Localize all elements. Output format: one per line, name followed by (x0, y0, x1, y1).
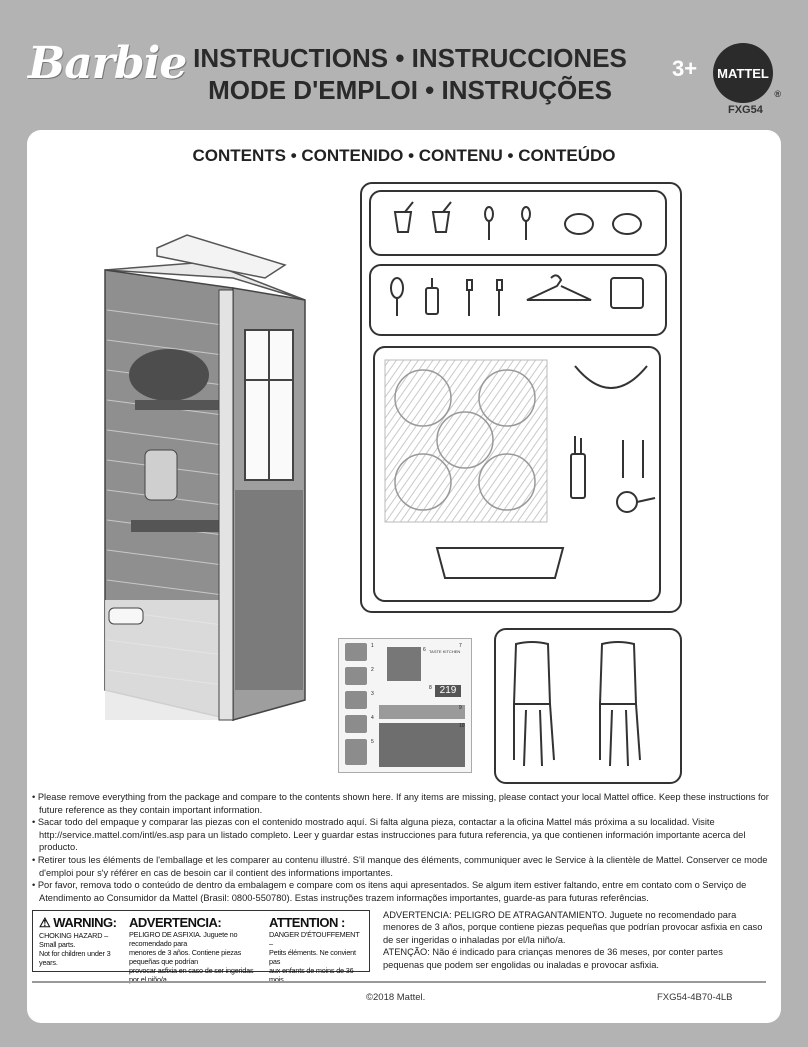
instructions-text (31, 791, 771, 904)
warning-box (32, 910, 370, 984)
sticker-number: 1 (371, 643, 374, 649)
warning-text-en-2: Not for children under 3 years. (39, 949, 111, 967)
chair-icon (514, 642, 554, 766)
warning-heading-en: ⚠ WARNING: (39, 915, 117, 930)
cocktail-glass-icon (395, 202, 413, 232)
brush-icon (391, 278, 403, 316)
sticker-number: 3 (371, 691, 374, 697)
sticker-plants (379, 723, 465, 767)
sticker-number: 8 (429, 685, 432, 691)
cocktail-glass-icon (433, 202, 451, 232)
lotion-bottle-icon (426, 278, 438, 314)
warning-text-fr-3: aux enfants de moins de 36 mois. (269, 966, 354, 984)
wall-shelf-top (135, 400, 221, 410)
footer-divider (32, 981, 766, 983)
sticker-number: 5 (371, 739, 374, 745)
instruction-pt: • Por favor, remova todo o conteúdo de dentro da embalagem e compare com os itens aqui apresentados. Se algum item estiver faltando, entre em contato com o Serviço de Atendimento ao Consumidor da Mattel (Brasil: 0800-550780). Estas instruções trazem informações importantes, guarde-as para futuras referências. (32, 880, 747, 903)
warning-text-es-3: provocar asfixia en caso de ser ingeridas por el niño/a. (129, 966, 254, 984)
house-hinge-strip (219, 290, 233, 720)
choking-warning-text (383, 909, 765, 971)
planter-tray-icon (437, 548, 563, 578)
sticker-number: 4 (371, 715, 374, 721)
mattel-logo-text: MATTEL (717, 65, 769, 81)
sticker-number: 10 (459, 723, 465, 729)
sticker-sheet (338, 638, 472, 773)
warning-text-en-1: CHOKING HAZARD – Small parts. (39, 931, 108, 949)
warning-text-fr-1: DANGER D'ÉTOUFFEMENT – (269, 930, 360, 948)
mattel-logo (713, 43, 781, 103)
warning-heading-es: ADVERTENCIA: (129, 915, 222, 930)
instruction-es: • Sacar todo del empaque y comparar las piezas con el contenido mostrado aquí. Si falta alguna pieza, contactar a la oficina Mattel más próxima a su localidad. Visite http://service.mattel.com/intl/es.asp para un listado completo. Leer y guardar estas instrucciones para futura referencia, ya que contienen información importante acerca del producto. (32, 817, 746, 853)
sticker-column (345, 643, 367, 765)
warning-text-es-1: PELIGRO DE ASFIXIA. Juguete no recomendado para (129, 930, 238, 948)
frying-pan-icon (617, 492, 655, 512)
chairs-box (494, 628, 682, 784)
spoon-icon (522, 207, 530, 240)
wall-shelf-bottom (131, 520, 225, 532)
barbie-logo: Barbie (28, 38, 187, 89)
hanger-icon (527, 275, 591, 300)
contents-title: CONTENTS • CONTENIDO • CONTENU • CONTEÚDO (192, 146, 616, 165)
chair-icon (600, 642, 640, 766)
key-icon (467, 280, 472, 316)
instruction-en: • Please remove everything from the package and compare to the contents shown here. If any items are missing, please contact your local Mattel office. Keep these instructions for future reference as they contain important information. (32, 792, 769, 815)
spoon-icon (485, 207, 493, 240)
wall-sign (109, 608, 143, 624)
key-icon (497, 280, 502, 316)
plate-icon (613, 214, 641, 234)
contents-panel (27, 130, 781, 1023)
sticker-number: 9 (459, 705, 462, 711)
plant-basket (129, 349, 209, 401)
title-line-1: INSTRUCTIONS • INSTRUCCIONES (193, 43, 627, 73)
warning-heading-fr: ATTENTION : (269, 915, 345, 930)
tools-box (369, 264, 667, 336)
plate-icon (565, 214, 593, 234)
choking-warning-pt: ATENÇÃO: Não é indicado para crianças menores de 36 meses, por conter partes pequenas que podem ser engolidas ou inaladas e provocar asfixia. (383, 947, 723, 970)
sticker-planter (379, 705, 465, 719)
sticker-number: 6 (423, 647, 426, 653)
choking-warning-es: ADVERTENCIA: PELIGRO DE ATRAGANTAMIENTO. Juguete no recomendado para menores de 3 años, porque contiene piezas pequeñas que podrían provocar asfixia en caso de ser ingeridas o inhaladas por el/la niño/a. (383, 910, 763, 945)
tablet-icon (611, 278, 643, 308)
drink-dispenser (145, 450, 177, 500)
sticker-number: 7 (459, 643, 462, 649)
tablecloth (385, 360, 547, 522)
side-mural (235, 490, 303, 690)
title-line-2: MODE D'EMPLOI • INSTRUÇÕES (208, 75, 612, 105)
utensil-holder-icon (571, 436, 585, 498)
copyright: ©2018 Mattel. (366, 992, 426, 1003)
kitchen-box (373, 346, 661, 602)
age-grade: 3+ (672, 56, 698, 81)
garland-icon (575, 366, 647, 388)
instruction-fr: • Retirer tous les éléments de l'emballage et les comparer au contenu illustré. S'il manque des éléments, communiquer avec le Service à la clientèle de Mattel. Conserver ce mode d'emploi pour s'y référer en cas de besoin car il contient des informations importantes. (32, 854, 768, 878)
dreamhouse-illustration (95, 230, 335, 730)
page-title (170, 42, 650, 106)
sticker-sign: TASTE KITCHEN (429, 649, 461, 654)
sticker-number: 2 (371, 667, 374, 673)
part-number: FXG54-4B70-4LB (657, 992, 733, 1003)
warning-text-es-2: menores de 3 años. Contiene piezas pequeñas que podrían (129, 948, 242, 966)
product-code: FXG54 (728, 104, 763, 116)
warning-text-fr-2: Petits éléments. Ne convient pas (269, 948, 356, 966)
registered-mark: ® (774, 89, 781, 99)
utensils-box (369, 190, 667, 256)
sticker-house-number: 219 (435, 685, 461, 697)
sticker-oven (387, 647, 421, 681)
